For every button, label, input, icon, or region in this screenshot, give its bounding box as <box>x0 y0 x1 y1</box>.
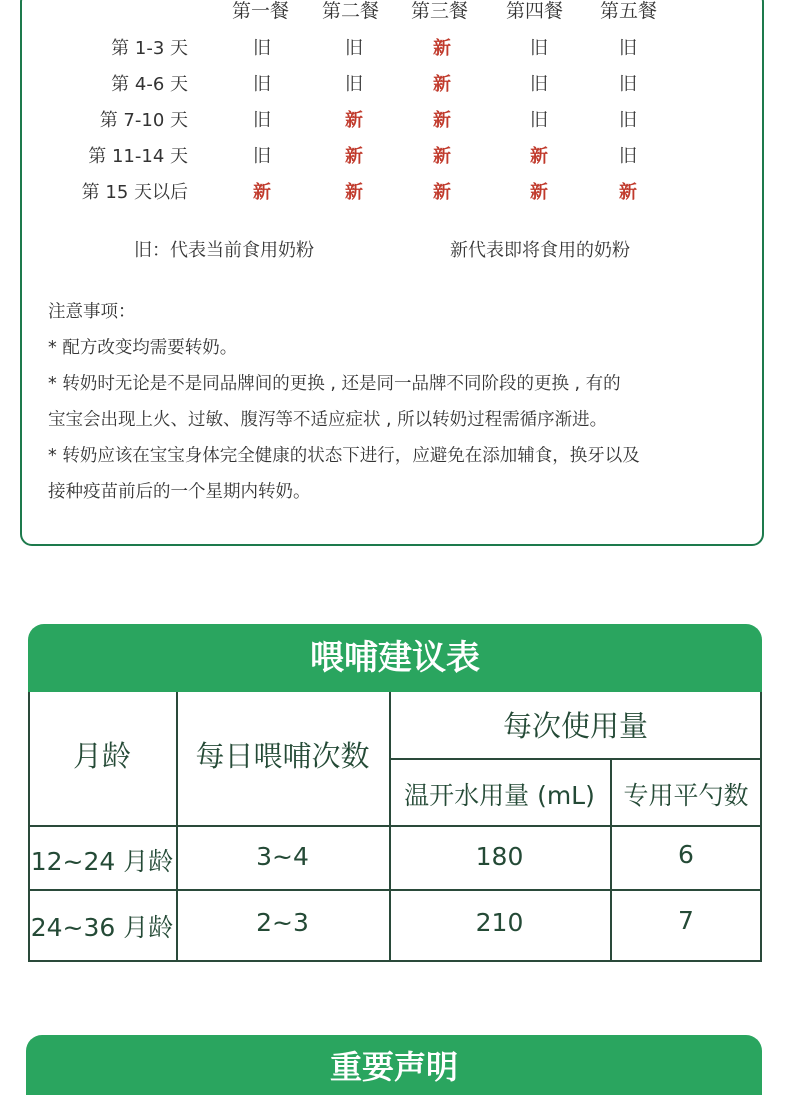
notice-title: 重要声明 <box>26 1035 762 1095</box>
feeding-table <box>28 624 762 961</box>
transition-cell: 旧 <box>530 110 548 131</box>
transition-cell: 新 <box>433 110 451 131</box>
meal-header-5: 第五餐 <box>600 0 658 22</box>
transition-row-label: 第 7-10 天 <box>99 110 188 131</box>
transition-cell: 新 <box>345 110 363 131</box>
row2-scoops: 7 <box>678 906 694 935</box>
feeding-grid <box>28 692 762 961</box>
notes-section <box>48 294 748 510</box>
transition-cell: 旧 <box>253 74 271 95</box>
row2-water: 210 <box>475 908 524 937</box>
row1-times: 3~4 <box>256 842 309 871</box>
col-scoops-header: 专用平勺数 <box>623 781 749 810</box>
transition-cell: 旧 <box>253 146 271 167</box>
note-line: * 转奶时无论是不是同品牌间的更换 , 还是同一品牌不同阶段的更换 , 有的 <box>48 374 621 394</box>
transition-cell: 新 <box>530 146 548 167</box>
row2-times: 2~3 <box>256 908 309 937</box>
transition-cell: 新 <box>433 146 451 167</box>
note-line: 接种疫苗前后的一个星期内转奶。 <box>48 482 311 502</box>
transition-cell: 旧 <box>253 110 271 131</box>
transition-row-label: 第 1-3 天 <box>111 38 188 59</box>
note-line: * 配方改变均需要转奶。 <box>48 338 238 358</box>
col-water-header: 温开水用量 (mL) <box>404 781 595 810</box>
col-age-header: 月龄 <box>72 739 131 773</box>
col-times-header: 每日喂哺次数 <box>195 739 370 773</box>
transition-row-label: 第 4-6 天 <box>111 74 188 95</box>
row2-age: 24~36 月龄 <box>30 913 174 942</box>
transition-cell: 旧 <box>345 74 363 95</box>
transition-row-label: 第 15 天以后 <box>81 182 188 203</box>
feeding-title: 喂哺建议表 <box>28 624 762 692</box>
transition-cell: 新 <box>433 182 451 203</box>
transition-cell: 新 <box>345 182 363 203</box>
transition-cell: 新 <box>253 182 271 203</box>
legend-new: 新代表即将食用的奶粉 <box>450 240 630 261</box>
transition-row-label: 第 11-14 天 <box>88 146 188 167</box>
row1-water: 180 <box>475 842 524 871</box>
note-line: 宝宝会出现上火、过敏、腹泻等不适应症状 , 所以转奶过程需循序渐进。 <box>48 410 608 430</box>
meal-header-4: 第四餐 <box>506 0 564 22</box>
transition-cell: 旧 <box>619 146 637 167</box>
legend-old: 旧：代表当前食用奶粉 <box>134 240 314 261</box>
transition-cell: 新 <box>619 182 637 203</box>
transition-cell: 新 <box>433 74 451 95</box>
row1-scoops: 6 <box>678 840 694 869</box>
transition-cell: 旧 <box>619 74 637 95</box>
note-line: * 转奶应该在宝宝身体完全健康的状态下进行，应避免在添加辅食，换牙以及 <box>48 446 640 466</box>
transition-cell: 旧 <box>530 38 548 59</box>
transition-cell: 新 <box>433 38 451 59</box>
transition-cell: 旧 <box>619 110 637 131</box>
row1-age: 12~24 月龄 <box>30 847 174 876</box>
transition-cell: 旧 <box>530 74 548 95</box>
col-amount-header: 每次使用量 <box>502 709 648 743</box>
transition-cell: 旧 <box>253 38 271 59</box>
notes-title: 注意事项： <box>48 302 136 322</box>
transition-cell: 旧 <box>619 38 637 59</box>
meal-header-3: 第三餐 <box>411 0 469 22</box>
meal-header-2: 第二餐 <box>322 0 380 22</box>
transition-cell: 新 <box>345 146 363 167</box>
transition-cell: 新 <box>530 182 548 203</box>
meal-header-1: 第一餐 <box>232 0 290 22</box>
transition-cell: 旧 <box>345 38 363 59</box>
